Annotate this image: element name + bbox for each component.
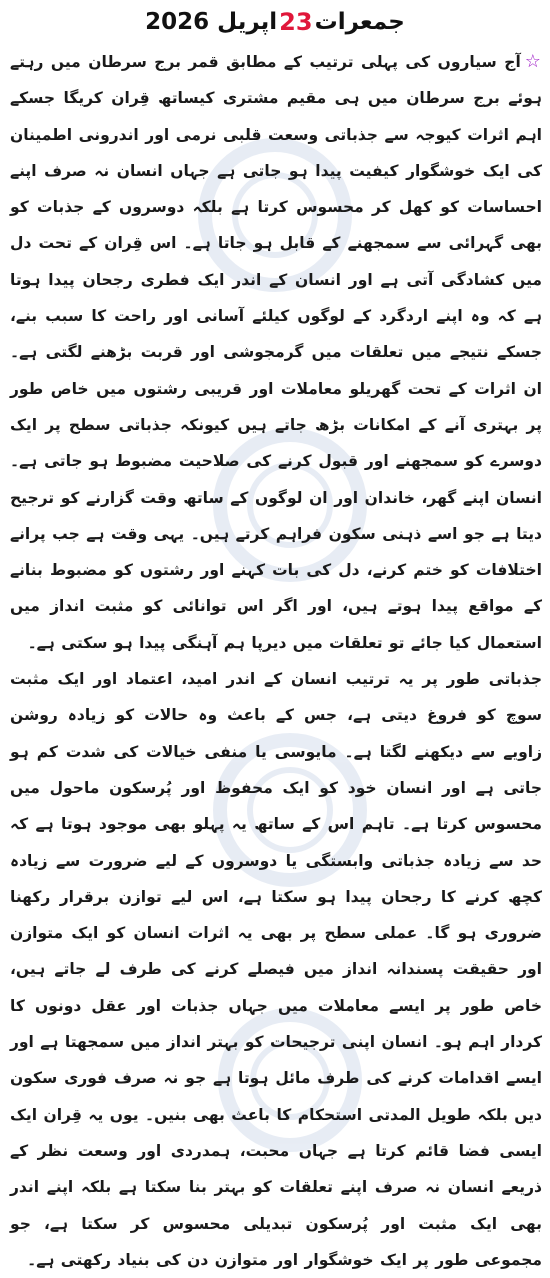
title-month-year: اپریل 2026: [145, 9, 278, 35]
title-date-number: 23: [279, 8, 313, 36]
star-icon: ☆: [524, 51, 542, 72]
page-title: [0, 0, 550, 44]
paragraph-2-text: جذباتی طور پر یہ ترتیب انسان کے اندر امید، اعتماد اور ایک مثبت سوچ کو فروغ دیتی ہے، جس کے باعث وہ حالات کو زیادہ روشن زاویے سے دیکھنے لگتا ہے۔ مایوسی یا منفی خیالات کی شدت کم ہو جاتی ہے اور انسان خود کو ایک محفوظ اور پُرسکون ماحول میں محسوس کرتا ہے۔ تاہم اس کے ساتھ یہ پہلو بھی موجود ہوتا ہے کہ حد سے زیادہ جذباتی وابستگی یا دوسروں کے لیے ضرورت سے زیادہ کچھ کرنے کا رجحان پیدا ہو سکتا ہے، اس لیے توازن برقرار رکھنا ضروری ہو گا۔ عملی سطح پر بھی یہ اثرات انسان کو ایک متوازن اور حقیقت پسندانہ انداز میں فیصلے کرنے کی طرف لے جاتے ہیں، خاص طور پر ایسے معاملات میں جہاں جذبات اور عقل دونوں کا کردار اہم ہو۔ انسان اپنی ترجیحات کو بہتر انداز میں سمجھتا ہے اور ایسے اقدامات کرنے کی طرف مائل ہوتا ہے جو نہ صرف فوری سکون دیں بلکہ طویل المدتی استحکام کا باعث بھی بنیں۔ یوں یہ قِران ایک ایسی فضا قائم کرتا ہے جہاں محبت، ہمدردی اور وسعت نظر کے ذریعے انسان نہ صرف اپنے تعلقات کو بہتر بنا سکتا ہے بلکہ اپنے اندر بھی ایک مثبت اور پُرسکون تبدیلی محسوس کر سکتا ہے، جو مجموعی طور پر ایک خوشگوار اور متوازن دن کی بنیاد رکھتی ہے۔: [10, 670, 542, 1269]
paragraph-2: [10, 661, 542, 1278]
paragraph-1: [10, 44, 542, 661]
paragraph-1-text: آج سیاروں کی پہلی ترتیب کے مطابق قمر برج سرطان میں رہتے ہوئے برج سرطان میں ہی مقیم مشتری کیساتھ قِران کریگا جسکے اہم اثرات کیوجہ سے جذباتی وسعت قلبی نرمی اور اندرونی اطمینان کی ایک خوشگوار کیفیت پیدا ہو جاتی ہے جہاں انسان نہ صرف اپنے احساسات کو کھل کر محسوس کرتا ہے بلکہ دوسروں کے جذبات کو بھی گہرائی سے سمجھنے کے قابل ہو جاتا ہے۔ اس قِران کے تحت دل میں کشادگی آتی ہے اور انسان کے اندر ایک فطری رجحان پیدا ہوتا ہے کہ وہ اپنے اردگرد کے لوگوں کیلئے آسانی اور راحت کا سبب بنے، جسکے نتیجے میں تعلقات میں گرمجوشی اور قربت بڑھنے لگتی ہے۔ ان اثرات کے تحت گھریلو معاملات اور قریبی رشتوں میں خاص طور پر بہتری آنے کے امکانات بڑھ جاتے ہیں کیونکہ جذباتی سطح پر ایک دوسرے کو سمجھنے اور قبول کرنے کی صلاحیت مضبوط ہو جاتی ہے۔ انسان اپنے گھر، خاندان اور ان لوگوں کے ساتھ وقت گزارنے کو ترجیح دیتا ہے جو اسے ذہنی سکون فراہم کرتے ہیں۔ یہی وقت ہے جب پرانے اختلافات کو ختم کرنے، دل کی بات کہنے اور رشتوں کو مضبوط بنانے کے مواقع پیدا ہوتے ہیں، اور اگر اس توانائی کو مثبت انداز میں استعمال کیا جائے تو تعلقات میں دیرپا ہم آہنگی پیدا ہو سکتی ہے۔: [10, 53, 542, 652]
horoscope-body: [0, 44, 550, 1278]
title-day: جمعرات: [314, 9, 405, 35]
